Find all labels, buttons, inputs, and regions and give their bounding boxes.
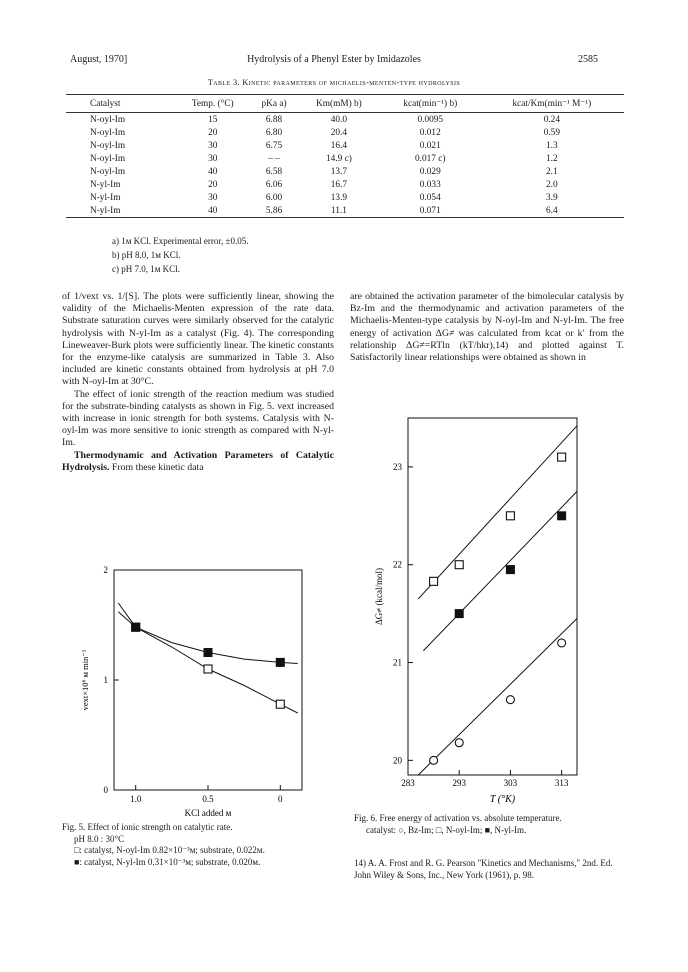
column-header: pKa a) [251, 95, 297, 113]
y-tick-label: 2 [103, 565, 108, 575]
table-cell: 20 [208, 179, 218, 190]
column-header: kcat/Km(min⁻¹ M⁻¹) [480, 95, 624, 113]
table-cell: 0.012 [419, 127, 441, 138]
y-tick-label: 22 [393, 559, 402, 570]
table-cell: N-yl-Im [90, 192, 121, 203]
data-point-open-circle [506, 696, 514, 704]
x-tick-label: 313 [554, 778, 569, 788]
kinetic-table [66, 94, 624, 218]
table-cell: 30 [208, 140, 218, 151]
table-row [66, 204, 624, 218]
table-cell: 0.033 [419, 179, 441, 190]
plot-frame [114, 570, 302, 790]
table-cell: 20 [208, 127, 218, 138]
y-axis-label: ΔG≠ (kcal/mol) [374, 568, 384, 625]
table-cell: N-oyl-Im [90, 166, 126, 177]
table-cell: 16.7 [330, 179, 348, 190]
table-cell: 13.7 [330, 166, 348, 177]
data-point-filled-square [455, 610, 463, 618]
table-row [66, 139, 624, 152]
table-row [66, 152, 624, 165]
table-cell: 0.021 [419, 140, 441, 151]
table-row [66, 113, 624, 127]
left-column [62, 291, 334, 474]
table-cell: 30 [208, 153, 218, 164]
data-point-filled-square [132, 623, 140, 631]
paragraph: The effect of ionic strength of the reaction medium was studied for the substrate-binding catalysts as shown in Fig. 5. vext increased with increase in ionic strength for both systems. Catalysis with N-oyl-Im was more sensitive to ionic strength as compared with N-yl-Im. [62, 388, 334, 449]
table-cell: 0.0095 [417, 114, 444, 125]
table-cell: 30 [208, 192, 218, 203]
table-cell: 20.4 [330, 127, 348, 138]
data-point-filled-square [558, 512, 566, 520]
figure-6-chart [362, 410, 592, 810]
table-cell: 6.06 [265, 179, 283, 190]
data-point-filled-square [276, 658, 284, 666]
x-tick-label: 283 [401, 778, 415, 788]
table-cell: 5.86 [251, 204, 297, 218]
curve-n-oyl-im [118, 603, 297, 713]
table-cell: 6.58 [265, 166, 283, 177]
table-cell: 6.4 [480, 204, 624, 218]
table-cell: 6.88 [265, 114, 283, 125]
x-axis-label: T (°K) [489, 794, 516, 805]
column-header: Catalyst [66, 95, 174, 113]
data-point-open-circle [558, 639, 566, 647]
table-cell: 0.054 [419, 192, 441, 203]
table-cell: 14.9 c) [325, 153, 352, 164]
table-cell: N-oyl-Im [90, 114, 126, 125]
table-caption: Table 3. Kinetic parameters of michaelis-menten-type hydrolysis [207, 78, 461, 87]
caption-line: Fig. 6. Free energy of activation vs. absolute temperature. [354, 813, 562, 823]
table-cell: 2.1 [546, 166, 558, 177]
table-row [66, 126, 624, 139]
data-point-open-circle [455, 739, 463, 747]
table-cell: 40.0 [330, 114, 348, 125]
data-point-open-square [276, 700, 284, 708]
column-header: Km(mM) b) [297, 95, 381, 113]
y-axis-label: vext×10⁶ м min⁻¹ [80, 649, 90, 711]
figure-6-caption [354, 813, 626, 836]
table-cell: 40 [174, 204, 251, 218]
right-column [350, 291, 624, 364]
data-point-open-circle [430, 756, 438, 764]
x-axis-label: KCl added м [184, 808, 232, 818]
table-cell: 0.017 c) [415, 153, 446, 164]
page-header [70, 54, 598, 65]
footnote-b: b) pH 8.0, 1м KCl. [112, 250, 181, 260]
x-tick-label: 0 [278, 794, 283, 804]
footnote-c: c) pH 7.0, 1м KCl. [112, 264, 180, 274]
data-point-open-square [455, 561, 463, 569]
column-header: Temp. (°C) [174, 95, 251, 113]
table-cell: 0.071 [381, 204, 480, 218]
footnote-a: a) 1м KCl. Experimental error, ±0.05. [112, 236, 249, 246]
table-row [66, 191, 624, 204]
table-cell: N-oyl-Im [90, 140, 126, 151]
figure-5-caption [62, 822, 337, 868]
table-body [66, 113, 624, 218]
fit-line-n-yl-im [423, 491, 577, 650]
reference-14: 14) A. A. Frost and R. G. Pearson "Kinetics and Mechanisms," 2nd. Ed. John Wiley & Sons, Inc., New York (1961), p. 98. [354, 858, 613, 880]
data-point-open-square [204, 665, 212, 673]
table-row [66, 178, 624, 191]
x-tick-label: 1.0 [130, 794, 142, 804]
table-cell: 0.24 [543, 114, 560, 125]
paragraph: are obtained the activation parameter of the bimolecular catalysis by Bz-Im and the thermodynamic and activation parameters of the Michaelis-Menten-type catalysis by N-oyl-Im and N-yl-Im. The free energy of activation ΔG≠ was calculated from kcat or k′ from the relationship ΔG≠=RTln (kT/hkr),14) and plotted against T. Satisfactorily linear relationships were obtained as shown in [350, 291, 624, 364]
paragraph: of 1/vext vs. 1/[S]. The plots were sufficiently linear, showing the validity of the Michaelis-Menten expression of the rate data. Substrate saturation curves were similarly observed for the catalytic hydrolysis with N-yl-Im as a catalyst (Fig. 4). The corresponding Lineweaver-Burk plots were sufficiently linear. The kinetic constants for the enzyme-like catalysis are summarized in Table 3. Also included are kinetic constants obtained from hydrolysis at pH 7.0 with N-oyl-Im at 30°C. [62, 291, 334, 388]
data-point-open-square [506, 512, 514, 520]
table-cell: 6.00 [265, 192, 283, 203]
table-cell: 1.2 [546, 153, 558, 164]
table-cell: 15 [208, 114, 218, 125]
table-row [66, 165, 624, 178]
data-point-filled-square [204, 649, 212, 657]
fit-line-bz-im [418, 619, 577, 775]
table-cell: 11.1 [297, 204, 381, 218]
table-cell: 16.4 [330, 140, 348, 151]
table-cell: N-yl-Im [66, 204, 174, 218]
table-cell: 13.9 [330, 192, 348, 203]
table-cell: 0.029 [419, 166, 441, 177]
table-cell: 40 [208, 166, 218, 177]
table-cell: N-yl-Im [90, 179, 121, 190]
caption-line: catalyst: ○, Bz-Im; □, N-oyl-Im; ■, N-yl-Im. [366, 824, 527, 835]
table-cell: N-oyl-Im [90, 127, 126, 138]
header-title: Hydrolysis of a Phenyl Ester by Imidazoles [247, 54, 421, 65]
data-point-open-square [558, 453, 566, 461]
table-cell: 6.75 [265, 140, 283, 151]
y-tick-label: 0 [103, 785, 108, 795]
column-header: kcat(min⁻¹) b) [381, 95, 480, 113]
paragraph [62, 450, 334, 474]
table-cell: 0.59 [543, 127, 560, 138]
y-tick-label: 23 [393, 461, 402, 472]
table-cell: 3.9 [546, 192, 558, 203]
header-date: August, 1970] [70, 54, 128, 65]
y-tick-label: 21 [393, 657, 402, 668]
x-tick-label: 0.5 [202, 794, 214, 804]
table-cell: 2.0 [546, 179, 558, 190]
caption-line: ■: catalyst, N-yl-Im 0.31×10⁻³м; substrate, 0.020м. [74, 856, 261, 867]
data-point-open-square [430, 577, 438, 585]
x-tick-label: 293 [452, 778, 466, 788]
table-header-row [66, 95, 624, 113]
section-heading: Thermodynamic and Activation Parameters of Catalytic Hydrolysis. [62, 449, 334, 473]
x-tick-label: 303 [503, 778, 518, 788]
caption-line: Fig. 5. Effect of ionic strength on catalytic rate. [62, 822, 233, 832]
table-cell: – – [268, 153, 280, 164]
y-tick-label: 20 [393, 755, 402, 766]
table-cell: 6.80 [265, 127, 283, 138]
table-cell: N-oyl-Im [90, 153, 126, 164]
caption-line: pH 8.0 : 30°C [74, 833, 125, 844]
data-point-filled-square [506, 566, 514, 574]
figure-5-chart [72, 560, 322, 820]
page-number: 2585 [578, 54, 598, 65]
plot-frame [408, 418, 577, 775]
fit-line-n-oyl-im [418, 426, 577, 599]
y-tick-label: 1 [103, 675, 108, 685]
table-cell: 1.3 [546, 140, 558, 151]
caption-line: □: catalyst, N-oyl-Im 0.82×10⁻³м; substrate, 0.022м. [74, 845, 265, 855]
paragraph-text: From these kinetic data [109, 461, 204, 473]
